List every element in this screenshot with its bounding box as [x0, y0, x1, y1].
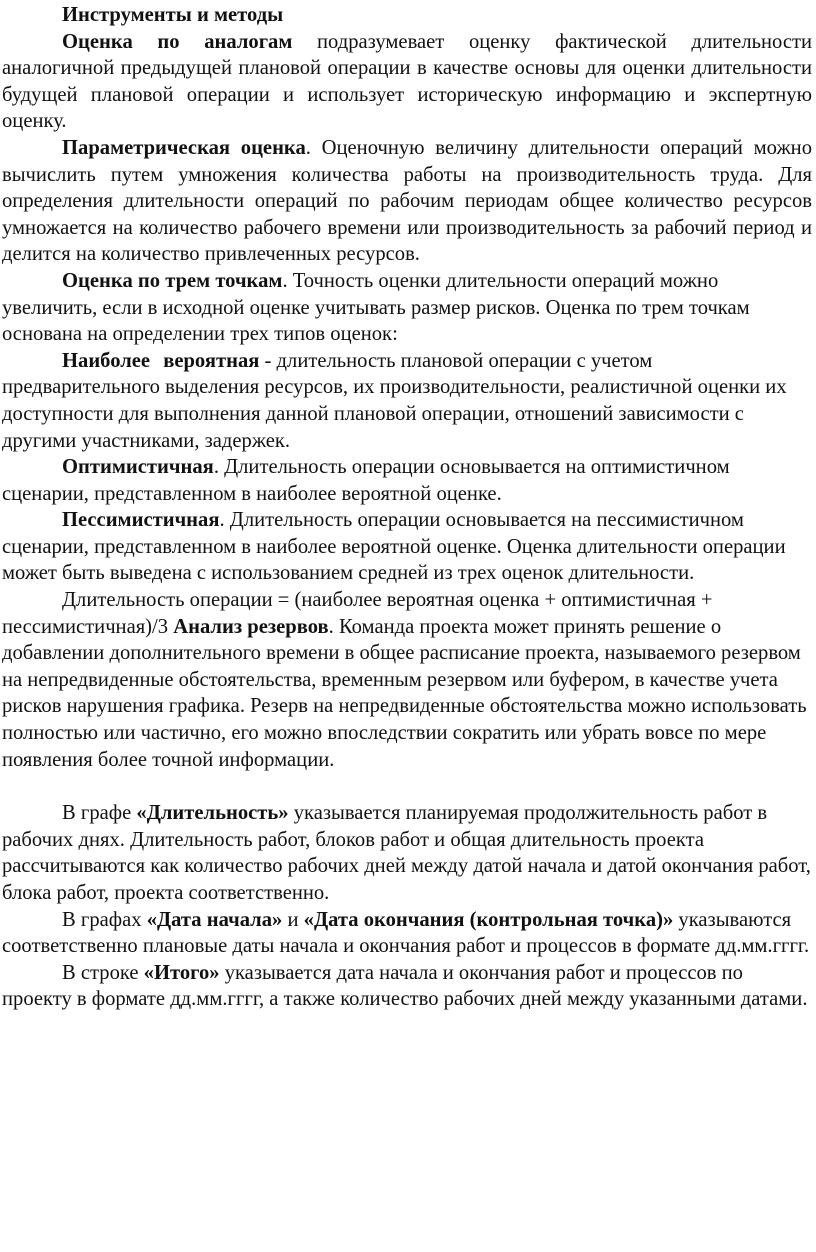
paragraph-duration-column [2, 800, 812, 906]
dates-mid: и [282, 908, 304, 931]
parametric-text: . Оценочную величину длительности операций можно вычислить путем умножения количества работы на производительность труда. Для определения длительности операций по рабочим периодам общее количество ресурсов умножается на количество рабочего времени или производительность за рабочий период и делится на количество привлеченных ресурсов. [2, 136, 812, 266]
paragraph-analog-estimate [2, 29, 812, 135]
paragraph-parametric-estimate [2, 135, 812, 268]
dates-pre: В графах [62, 908, 147, 931]
term-optimistic: Оптимистичная [62, 456, 214, 479]
term-end-date: «Дата окончания (контрольная точка)» [303, 908, 674, 931]
heading-text: Инструменты и методы [62, 4, 284, 26]
paragraph-three-point-estimate [2, 268, 812, 348]
most-likely-text: - длительность плановой операции с учетом предварительного выделения ресурсов, их производительности, реалистичной оценки их доступности для выполнения данной плановой операции, отношений зависимости с другими участниками, задержек. [2, 349, 787, 452]
paragraph-most-likely [2, 348, 812, 454]
duration-text: указывается планируемая продолжительность работ в рабочих днях. Длительность работ, блоков работ и общая длительность проекта рассчитываются как количество рабочих дней между датой начала и датой окончания работ, блока работ, проекта соответственно. [2, 802, 811, 904]
term-duration: «Длительность» [136, 802, 289, 825]
term-most-likely: Наиболее вероятная [62, 349, 260, 372]
optimistic-text: . Длительность операции основывается на оптимистичном сценарии, представленном в наиболее вероятной оценке. [2, 456, 730, 505]
term-start-date: «Дата начала» [146, 908, 283, 931]
blank-line [2, 773, 812, 800]
formula-text: Длительность операции = (наиболее вероятная оценка + оптимистичная + пессимистичная)/3 [2, 589, 713, 638]
term-analog: Оценка по аналогам [62, 30, 293, 53]
duration-pre: В графе [62, 802, 137, 825]
paragraph-pessimistic [2, 507, 812, 587]
term-reserve-analysis: Анализ резервов [173, 615, 329, 638]
total-text: указывается дата начала и окончания работ и процессов по проекту в формате дд.мм.гггг, а также количество рабочих дней между указанными датами. [2, 961, 808, 1011]
term-three-point: Оценка по трем точкам [62, 269, 283, 292]
paragraph-date-columns [2, 907, 812, 960]
total-pre: В строке [62, 961, 144, 984]
pessimistic-text: . Длительность операции основывается на пессимистичном сценарии, представленном в наиболее вероятной оценке. Оценка длительности операции может быть выведена с использованием средней из трех оценок длительности. [2, 509, 786, 585]
dates-text: указываются соответственно плановые даты начала и окончания работ и процессов в формате дд.мм.гггг. [2, 908, 810, 958]
paragraph-optimistic [2, 454, 812, 507]
term-total: «Итого» [143, 961, 220, 984]
paragraph-total-row [2, 960, 812, 1013]
term-parametric: Параметрическая оценка [62, 136, 306, 159]
analog-text: подразумевает оценку фактической длительности аналогичной предыдущей плановой операции в качестве основы для оценки длительности будущей плановой операции и использует историческую информацию и экспертную оценку. [2, 30, 812, 133]
reserve-analysis-text: . Команда проекта может принять решение о добавлении дополнительного времени в общее расписание проекта, называемого резервом на непредвиденные обстоятельства, временным резервом или буфером, в качестве учета рисков нарушения графика. Резерв на непредвиденные обстоятельства можно использовать полностью или частично, его можно впоследствии сократить или убрать вовсе по мере появления более точной информации. [2, 615, 807, 771]
three-point-text: . Точность оценки длительности операций можно увеличить, если в исходной оценке учитывать размер рисков. Оценка по трем точкам основана на определении трех типов оценок: [2, 269, 750, 346]
term-pessimistic: Пессимистичная [62, 509, 220, 532]
section-heading [2, 2, 812, 29]
paragraph-formula-reserve-analysis [2, 587, 812, 773]
